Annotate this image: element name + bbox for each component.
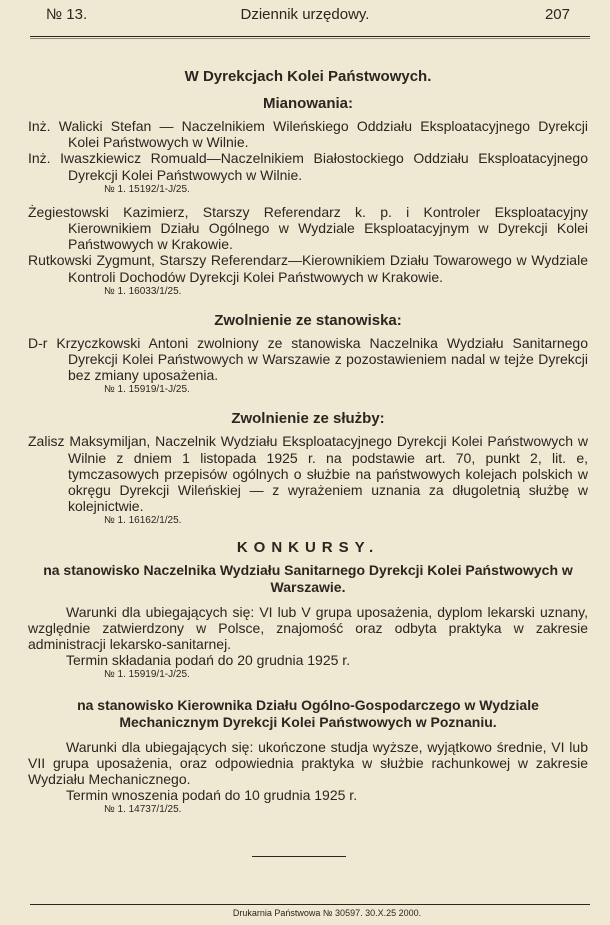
nomination-entry: Rutkowski Zygmunt, Starszy Referendarz—Kierownikiem Działu Towarowego w Wydziale Kontroli Dochodów Dyrekcji Kolei Państwowych w Krakowie. xyxy=(28,252,588,285)
konkurs-deadline: Termin wnoszenia podań do 10 grudnia 1925 r. xyxy=(66,787,358,804)
page-header xyxy=(0,6,610,28)
dismissal-post-heading: Zwolnienie ze stanowiska: xyxy=(214,311,402,329)
nomination-entry: Żegiestowski Kazimierz, Starszy Referendarz k. p. i Kontroler Eksploatacyjny Kierownikiem Działu Ogólnego w Wydziale Eksploatacyjnym w Dyrekcji Kolei Państwowych w Krakowie. xyxy=(28,203,588,253)
konkurs-conditions: Warunki dla ubiegających się: VI lub V grupa uposażenia, dyplom lekarski uznany, względnie zatwierdzony w Polsce, znajomość oraz odbyta praktyka w zakresie administracji lekarsko-sanitarnej. xyxy=(28,604,588,653)
reference-number: № 1. 15192/1-J/25. xyxy=(104,183,190,195)
dismissal-service-heading: Zwolnienie ze służby: xyxy=(231,410,385,428)
konkurs-title: na stanowisko Naczelnika Wydziału Sanitarnego Dyrekcji Kolei Państwowych w Warszawie. xyxy=(43,562,573,596)
page-number: 207 xyxy=(544,6,570,23)
nomination-entry: Inż. Iwaszkiewicz Romuald—Naczelnikiem Białostockiego Oddziału Eksploatacyjnego Dyrekcji Kolei Państwowych w Wilnie. xyxy=(28,150,588,183)
dismissal-service-entry: Zalisz Maksymiljan, Naczelnik Wydziału Eksploatacyjnego Dyrekcji Kolei Państwowych w Wilnie z dniem 1 listopada 1925 r. na podstawie art. 70, punkt 2, lit. e, tymczasowych przepisów ogólnych o służbie na państwowych kolejach polskich w okręgu Dyrekcji Wileńskiej — z wyrażeniem uznania za długoletnią służbę w kolejnictwie. xyxy=(28,433,588,515)
konkursy-heading: KONKURSY. xyxy=(236,539,380,557)
journal-title: Dziennik urzędowy. xyxy=(240,6,370,23)
header-rule xyxy=(30,36,590,37)
reference-number: № 1. 16162/1/25. xyxy=(104,515,182,527)
konkurs-conditions: Warunki dla ubiegających się: ukończone studja wyższe, wyjątkowo średnie, VI lub VII grupa uposażenia, oraz odpowiednia praktyka w służbie rachunkowej w zakresie Wydziału Mechanicznego. xyxy=(28,739,588,788)
nomination-entry: Inż. Walicki Stefan — Naczelnikiem Wileńskiego Oddziału Eksploatacyjnego Dyrekcji Kolei Państwowych w Wilnie. xyxy=(28,118,588,151)
konkurs-deadline: Termin składania podań do 20 grudnia 1925 r. xyxy=(66,652,351,669)
konkurs-title: na stanowisko Kierownika Działu Ogólno-Gospodarczego w Wydziale Mechanicznym Dyrekcji Kolei Państwowych w Poznaniu. xyxy=(77,697,539,731)
printer-imprint: Drukarnia Państwowa № 30597. 30.X.25 2000. xyxy=(232,908,422,918)
main-content xyxy=(28,64,588,816)
header-rule-thin xyxy=(30,38,590,39)
reference-number: № 1. 14737/1/25. xyxy=(104,804,182,816)
section-title: W Dyrekcjach Kolei Państwowych. xyxy=(184,68,432,85)
issue-number: № 13. xyxy=(46,6,88,23)
printer-footer xyxy=(0,908,610,918)
dismissal-post-entry: D-r Krzyczkowski Antoni zwolniony ze stanowiska Naczelnika Wydziału Sanitarnego Dyrekcji Kolei Państwowych w Warszawie z pozostawieniem nadal w tejże Dyrekcji bez zmiany uposażenia. xyxy=(28,334,588,384)
reference-number: № 1. 16033/1/25. xyxy=(104,285,182,297)
reference-number: № 1. 15919/1-J/25. xyxy=(104,384,190,396)
closing-rule xyxy=(252,856,346,857)
nominations-heading: Mianowania: xyxy=(262,95,353,112)
reference-number: № 1. 15919/1-J/25. xyxy=(104,669,190,681)
footer-rule xyxy=(30,904,590,905)
